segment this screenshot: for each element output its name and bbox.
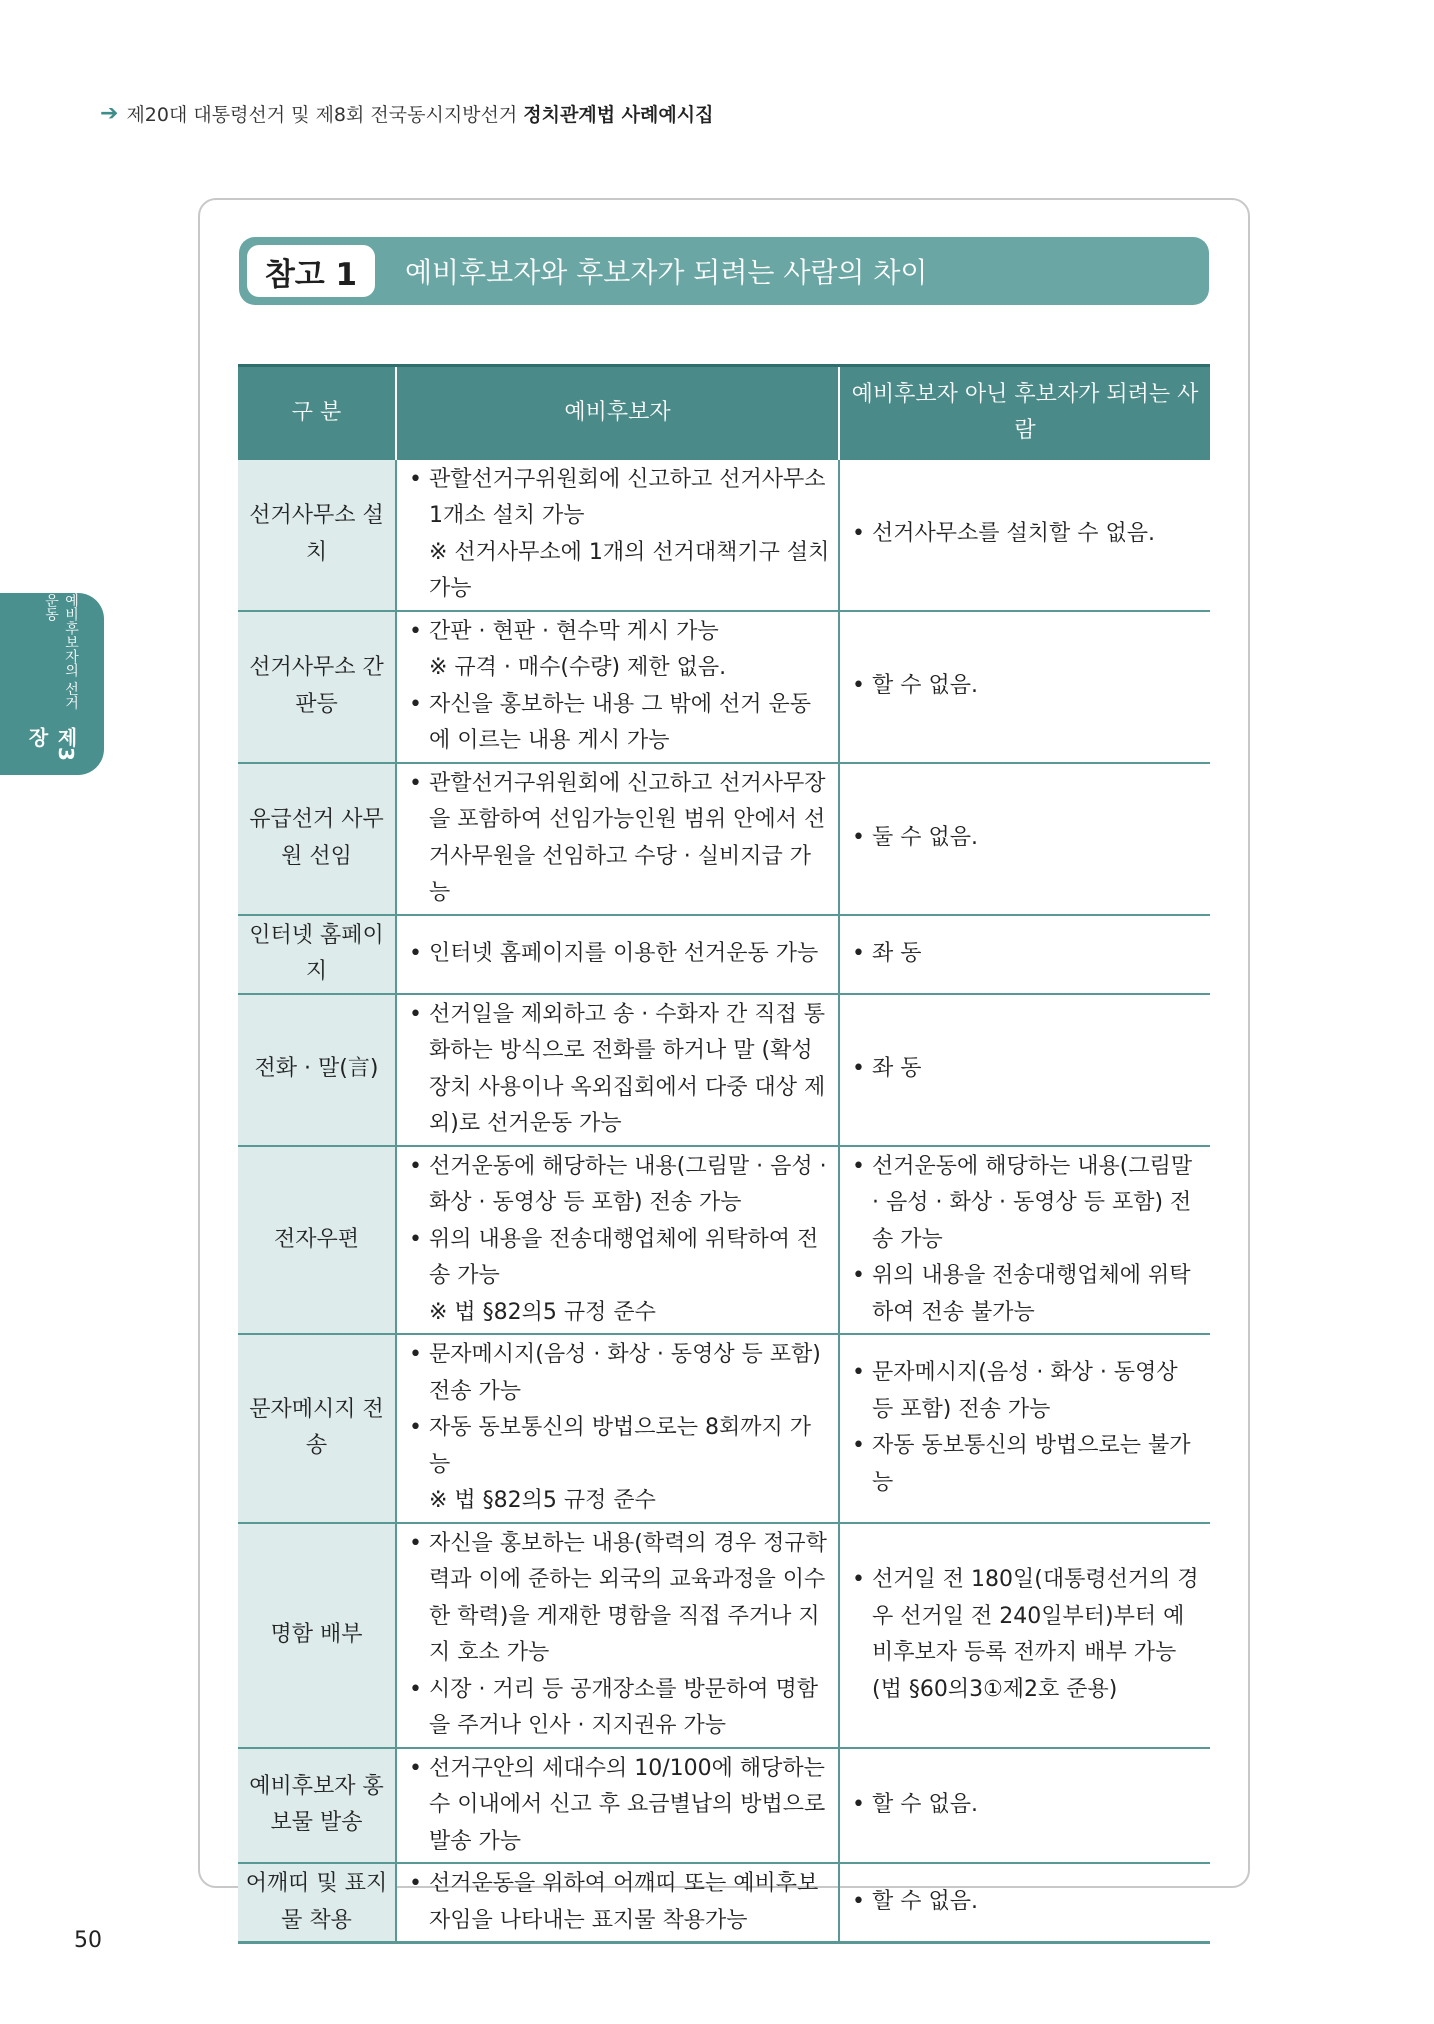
page-number: 50 (74, 1928, 102, 1953)
bullet-dot: • (852, 1263, 865, 1288)
table-row (238, 1146, 1210, 1335)
table-row (238, 763, 1210, 915)
table-row (238, 1334, 1210, 1523)
bullet-item (852, 820, 1204, 857)
bullet-text: 간판 · 현판 · 현수막 게시 가능 (429, 618, 719, 644)
category-cell: 인터넷 홈페이지 (238, 915, 396, 994)
other-cell (839, 915, 1210, 994)
bullet-item (852, 668, 1204, 705)
bullet-item (852, 1428, 1204, 1501)
table-row (238, 1523, 1210, 1748)
preliminary-cell (396, 611, 839, 763)
bullet-item (852, 1884, 1204, 1921)
table-row (238, 1863, 1210, 1943)
preliminary-cell (396, 1748, 839, 1864)
bullet-dot: • (409, 1755, 422, 1781)
reference-badge: 참고 1 (247, 245, 375, 297)
bullet-item (409, 1526, 832, 1672)
bullet-dot: • (409, 1415, 422, 1440)
bullet-text: 좌 동 (872, 1056, 922, 1082)
bullet-text: 선거사무소를 설치할 수 없음. (872, 521, 1155, 547)
bullet-text: 문자메시지(음성 · 화상 · 동영상 등 포함) 전송 가능 (872, 1360, 1178, 1422)
table-row (238, 460, 1210, 611)
bullet-dot: • (409, 1226, 422, 1252)
table-row (238, 1748, 1210, 1864)
preliminary-cell (396, 1523, 839, 1748)
bullet-text: 자신을 홍보하는 내용 그 밖에 선거 운동에 이르는 내용 게시 가능 (429, 691, 811, 753)
preliminary-cell (396, 763, 839, 915)
category-cell: 어깨띠 및 표지물 착용 (238, 1863, 396, 1943)
bullet-text: 선거운동을 위하여 어깨띠 또는 예비후보자임을 나타내는 표지물 착용가능 (429, 1871, 819, 1933)
header-text (126, 100, 713, 127)
note-text: ※ 규격 · 매수(수량) 제한 없음. (429, 655, 727, 680)
chapter-subtitle: 예비후보자의 선거운동 (43, 593, 79, 710)
header-preliminary: 예비후보자 (396, 366, 839, 460)
bullet-item (409, 1672, 832, 1745)
other-cell (839, 1748, 1210, 1864)
table-row (238, 994, 1210, 1146)
category-cell: 유급선거 사무원 선임 (238, 763, 396, 915)
bullet-text: 시장 · 거리 등 공개장소를 방문하여 명함을 주거나 인사 · 지지권유 가능 (429, 1676, 818, 1738)
bullet-text: 문자메시지(음성 · 화상 · 동영상 등 포함) 전송 가능 (429, 1342, 821, 1404)
bullet-text: 자동 동보통신의 방법으로는 불가능 (872, 1433, 1191, 1495)
bullet-item (852, 1355, 1204, 1428)
reference-banner (239, 237, 1209, 305)
arrow-right-icon: ➔ (100, 101, 119, 126)
bullet-text: 위의 내용을 전송대행업체에 위탁하여 전송 가능 (429, 1226, 819, 1288)
chapter-side-tab (0, 593, 104, 775)
preliminary-cell (396, 1146, 839, 1335)
bullet-item (852, 936, 1204, 973)
preliminary-cell (396, 994, 839, 1146)
bullet-text: 좌 동 (872, 940, 922, 966)
bullet-dot: • (409, 940, 422, 966)
bullet-item (852, 1258, 1204, 1331)
category-cell: 명함 배부 (238, 1523, 396, 1748)
bullet-dot: • (852, 1153, 865, 1179)
bullet-text: 자신을 홍보하는 내용(학력의 경우 정규학력과 이에 준하는 외국의 교육과정을 이수한 학력)을 게재한 명함을 직접 주거나 지지 호소 가능 (429, 1530, 827, 1665)
category-cell: 전화 · 말(言) (238, 994, 396, 1146)
other-cell (839, 763, 1210, 915)
bullet-dot: • (409, 770, 422, 796)
bullet-text: 할 수 없음. (872, 673, 978, 699)
category-cell: 선거사무소 설치 (238, 460, 396, 611)
bullet-text: 둘 수 없음. (872, 825, 978, 851)
bullet-item (852, 1149, 1204, 1259)
other-cell (839, 460, 1210, 611)
other-cell (839, 611, 1210, 763)
bullet-text: 인터넷 홈페이지를 이용한 선거운동 가능 (429, 940, 819, 966)
bullet-dot: • (852, 1889, 865, 1915)
bullet-dot: • (852, 1433, 865, 1459)
bullet-dot: • (409, 618, 422, 644)
bullet-item (409, 997, 832, 1143)
bullet-item (409, 1337, 832, 1410)
bullet-dot: • (409, 1871, 422, 1896)
bullet-item (409, 1866, 832, 1939)
bullet-item (409, 614, 832, 651)
bullet-item (409, 1222, 832, 1295)
preliminary-cell (396, 915, 839, 994)
other-cell (839, 1523, 1210, 1748)
note-text: ※ 선거사무소에 1개의 선거대책기구 설치 가능 (429, 539, 830, 601)
header-category: 구 분 (238, 366, 396, 460)
other-cell (839, 994, 1210, 1146)
bullet-dot: • (852, 940, 865, 966)
bullet-item (409, 936, 832, 973)
header-prefix: 제20대 대통령선거 및 제8회 전국동시지방선거 (126, 104, 524, 126)
bullet-item (409, 1751, 832, 1861)
bullet-item (852, 1562, 1204, 1708)
bullet-text: 할 수 없음. (872, 1889, 978, 1915)
bullet-dot: • (852, 1360, 865, 1386)
bullet-dot: • (852, 1567, 865, 1592)
bullet-item (409, 1410, 832, 1483)
bullet-dot: • (852, 673, 865, 699)
category-cell: 선거사무소 간판등 (238, 611, 396, 763)
bullet-dot: • (852, 521, 865, 547)
bullet-dot: • (409, 1342, 422, 1367)
bullet-dot: • (409, 466, 422, 492)
running-header (100, 100, 713, 127)
table-row (238, 611, 1210, 763)
chapter-label: 제3장 (25, 726, 78, 761)
bullet-text: 선거운동에 해당하는 내용(그림말 · 음성 · 화상 · 동영상 등 포함) 전송 가능 (872, 1153, 1193, 1252)
bullet-text: 선거일을 제외하고 송 · 수화자 간 직접 통화하는 방식으로 전화를 하거나 말 (확성장치 사용이나 옥외집회에서 다중 대상 제외)로 선거운동 가능 (429, 1001, 826, 1136)
bullet-text: 선거구안의 세대수의 10/100에 해당하는 수 이내에서 신고 후 요금별납의 방법으로 발송 가능 (429, 1755, 826, 1854)
bullet-dot: • (409, 1001, 422, 1027)
bullet-text: 할 수 없음. (872, 1792, 978, 1817)
bullet-item (852, 1051, 1204, 1088)
bullet-text: 선거일 전 180일(대통령선거의 경우 선거일 전 240일부터)부터 예비후보자 등록 전까지 배부 가능 (법 §60의3①제2호 준용) (872, 1567, 1199, 1702)
note-text: ※ 법 §82의5 규정 준수 (429, 1299, 656, 1325)
bullet-text: 위의 내용을 전송대행업체에 위탁하여 전송 불가능 (872, 1263, 1191, 1325)
note-text: ※ 법 §82의5 규정 준수 (429, 1488, 656, 1513)
bullet-item (409, 687, 832, 760)
other-cell (839, 1334, 1210, 1523)
comparison-table (238, 364, 1210, 1944)
bullet-item (409, 766, 832, 912)
bullet-dot: • (852, 1056, 865, 1082)
bullet-dot: • (409, 1676, 422, 1702)
header-bold-title: 정치관계법 사례예시집 (523, 104, 714, 126)
bullet-text: 자동 동보통신의 방법으로는 8회까지 가능 (429, 1415, 812, 1477)
preliminary-cell (396, 1863, 839, 1943)
preliminary-cell (396, 1334, 839, 1523)
bullet-dot: • (852, 1792, 865, 1817)
bullet-dot: • (852, 825, 865, 851)
bullet-item (852, 1787, 1204, 1824)
bullet-dot: • (409, 1153, 422, 1179)
bullet-item (409, 1149, 832, 1222)
category-cell: 예비후보자 홍보물 발송 (238, 1748, 396, 1864)
other-cell (839, 1146, 1210, 1335)
bullet-item (852, 516, 1204, 553)
table-row (238, 915, 1210, 994)
other-cell (839, 1863, 1210, 1943)
bullet-item (409, 462, 832, 535)
bullet-dot: • (409, 1530, 422, 1556)
preliminary-cell (396, 460, 839, 611)
category-cell: 전자우편 (238, 1146, 396, 1335)
bullet-dot: • (409, 691, 422, 717)
bullet-text: 관할선거구위원회에 신고하고 선거사무소 1개소 설치 가능 (429, 466, 826, 528)
bullet-text: 관할선거구위원회에 신고하고 선거사무장을 포함하여 선임가능인원 범위 안에서 선거사무원을 선임하고 수당 · 실비지급 가능 (429, 770, 826, 905)
reference-title: 예비후보자와 후보자가 되려는 사람의 차이 (405, 256, 928, 289)
category-cell: 문자메시지 전송 (238, 1334, 396, 1523)
header-other: 예비후보자 아닌 후보자가 되려는 사람 (839, 366, 1210, 460)
bullet-text: 선거운동에 해당하는 내용(그림말 · 음성 · 화상 · 동영상 등 포함) 전송 가능 (429, 1153, 827, 1215)
